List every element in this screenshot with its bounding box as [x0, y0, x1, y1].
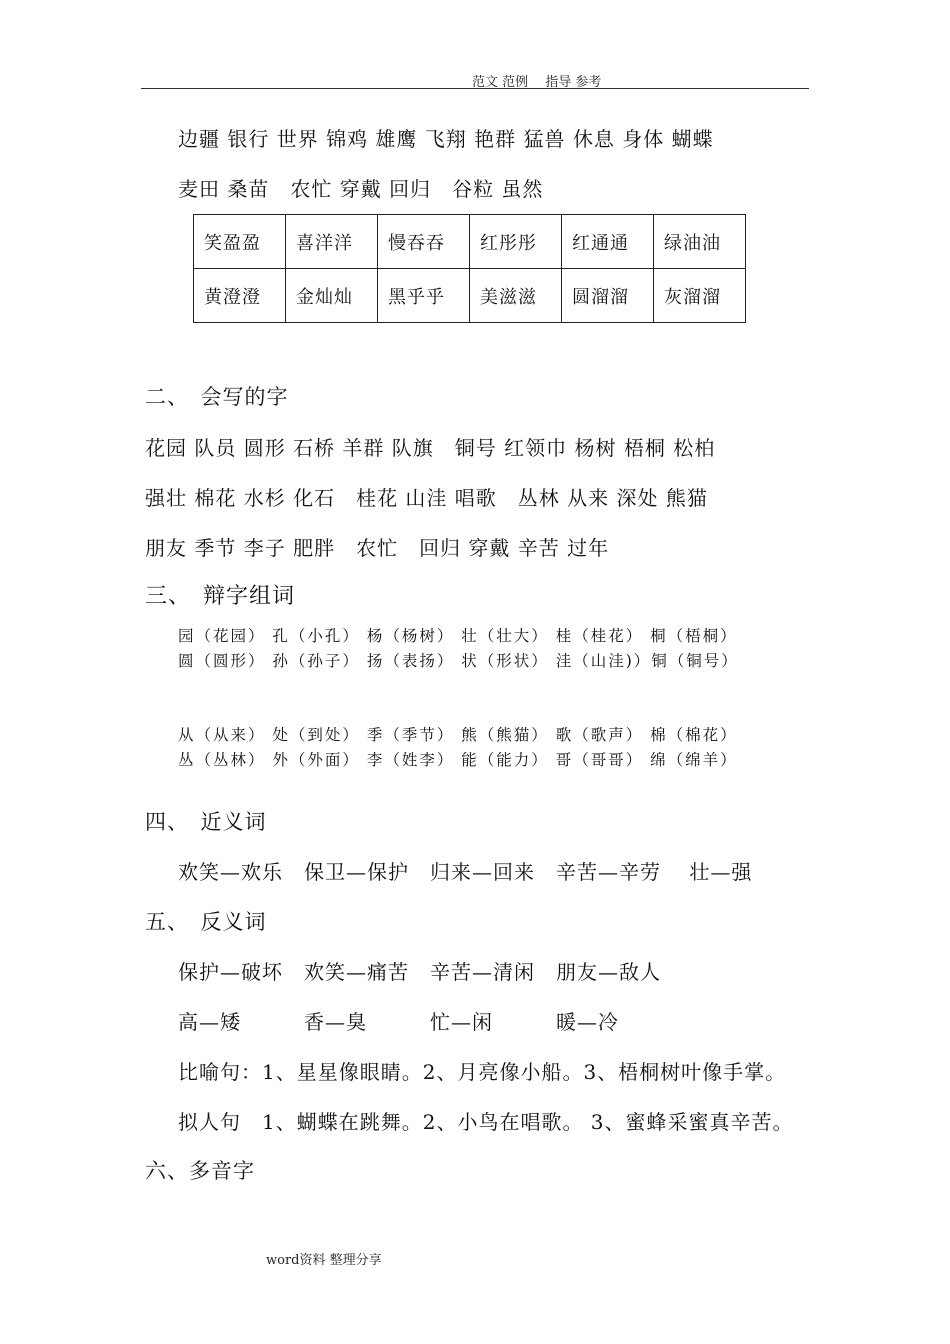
- page-header: 范文 范例 指导 参考: [472, 75, 602, 90]
- synonyms-line: 欢笑—欢乐 保卫—保护 归来—回来 辛苦—辛劳 壮—强: [178, 860, 753, 884]
- simile-sentences: 比喻句：1、星星像眼睛。2、月亮像小船。3、梧桐树叶像手掌。: [178, 1060, 787, 1084]
- personification-sentences: 拟人句 1、蝴蝶在跳舞。2、小鸟在唱歌。 3、蜜蜂采蜜真辛苦。: [178, 1110, 794, 1134]
- page-footer: word资料 整理分享: [266, 1253, 382, 1268]
- table-cell: 绿油油: [654, 215, 746, 269]
- reduplicated-words-table: [193, 214, 746, 323]
- table-cell: 笑盈盈: [194, 215, 286, 269]
- section-heading-polyphones: 六、多音字: [145, 1159, 255, 1183]
- char-pair-row: 丛（丛林） 外（外面） 李（姓李） 能（能力） 哥（哥哥） 绵（绵羊）: [178, 751, 738, 769]
- table-cell: 灰溜溜: [654, 269, 746, 323]
- table-cell: 黄澄澄: [194, 269, 286, 323]
- antonyms-line-1: 保护—破坏 欢笑—痛苦 辛苦—清闲 朋友—敌人: [178, 960, 661, 984]
- char-pair-row: 圆（圆形） 孙（孙子） 扬（表扬） 状（形状） 洼（山洼)）铜（铜号）: [178, 652, 739, 670]
- table-row: [194, 269, 746, 323]
- table-cell: 红通通: [562, 215, 654, 269]
- table-cell: 圆溜溜: [562, 269, 654, 323]
- table-cell: 红彤彤: [470, 215, 562, 269]
- table-row: [194, 215, 746, 269]
- section-heading-writing: 二、 会写的字: [145, 385, 289, 409]
- table-cell: 喜洋洋: [286, 215, 378, 269]
- writing-line-2: 强壮 棉花 水杉 化石 桂花 山洼 唱歌 丛林 从来 深处 熊猫: [145, 486, 708, 510]
- table-cell: 金灿灿: [286, 269, 378, 323]
- writing-line-3: 朋友 季节 李子 肥胖 农忙 回归 穿戴 辛苦 过年: [145, 536, 610, 560]
- section-heading-distinguish: 三、 辩字组词: [145, 584, 296, 609]
- table-cell: 美滋滋: [470, 269, 562, 323]
- antonyms-line-2: 高—矮 香—臭 忙—闲 暖—冷: [178, 1010, 619, 1034]
- section-heading-antonyms: 五、 反义词: [145, 910, 267, 934]
- header-divider: [141, 88, 809, 89]
- vocab-line-1: 边疆 银行 世界 锦鸡 雄鹰 飞翔 艳群 猛兽 休息 身体 蝴蝶: [178, 127, 714, 151]
- writing-line-1: 花园 队员 圆形 石桥 羊群 队旗 铜号 红领巾 杨树 梧桐 松柏: [145, 436, 716, 460]
- table-cell: 黑乎乎: [378, 269, 470, 323]
- section-heading-synonyms: 四、 近义词: [145, 810, 267, 834]
- char-pair-row: 从（从来） 处（到处） 季（季节） 熊（熊猫） 歌（歌声） 棉（棉花）: [178, 726, 738, 744]
- char-pair-row: 园（花园） 孔（小孔） 杨（杨树） 壮（壮大） 桂（桂花） 桐（梧桐）: [178, 627, 738, 645]
- table-cell: 慢吞吞: [378, 215, 470, 269]
- vocab-line-2: 麦田 桑苗 农忙 穿戴 回归 谷粒 虽然: [178, 177, 544, 201]
